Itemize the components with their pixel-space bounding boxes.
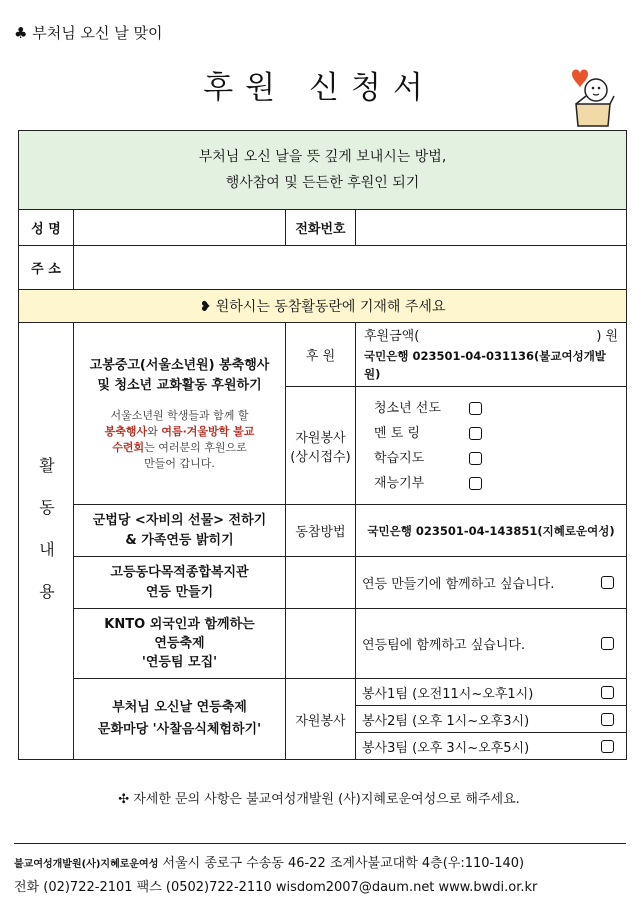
team-1-option[interactable]: [356, 679, 627, 706]
team-3-option[interactable]: [356, 733, 627, 760]
option-study[interactable]: [374, 446, 626, 471]
footer-address: 서울시 종로구 수송동 46-22 조계사불교대학 4층(우:110-140): [162, 856, 525, 871]
activity-1-desc-2b: 와: [147, 424, 162, 438]
activity-4-option[interactable]: [356, 609, 627, 679]
checkbox[interactable]: [601, 740, 614, 753]
activity-4-title-2: 연등축제: [154, 636, 205, 651]
name-label: 성 명: [19, 210, 74, 246]
notice-banner: ❥ 원하시는 동참활동란에 기재해 주세요: [19, 290, 627, 323]
activity-2-title-2: & 가족연등 밝히기: [125, 532, 234, 548]
activity-5-type: 자원봉사: [286, 679, 356, 760]
option-label: 학습지도: [374, 450, 425, 466]
phone-field[interactable]: [356, 210, 627, 246]
activity-1-type-donation: 후 원: [286, 323, 356, 387]
option-label: 멘 토 링: [374, 425, 420, 441]
activity-4: [74, 609, 286, 679]
option-label: 재능기부: [374, 475, 425, 491]
activity-1-type-volunteer: [286, 387, 356, 505]
footer-contact: 전화 (02)722-2101 팩스 (0502)722-2110 wisdom2007@daum.net www.bwdi.or.kr: [14, 880, 538, 895]
activity-1-desc-2a: 봉축행사: [104, 424, 148, 438]
option-label: 봉사1팀 (오전11시~오후1시): [362, 686, 534, 702]
application-form: [18, 130, 626, 760]
phone-label: 전화번호: [286, 210, 356, 246]
option-talent[interactable]: [374, 471, 626, 496]
option-label: 봉사3팀 (오후 3시~오후5시): [362, 740, 530, 756]
option-label: 청소년 선도: [374, 400, 441, 416]
address-field[interactable]: [74, 246, 627, 290]
footer-divider: [14, 843, 626, 844]
intro-line-1: 부처님 오신 날을 뜻 깊게 보내시는 방법,: [198, 149, 447, 165]
team-2-option[interactable]: [356, 706, 627, 733]
activity-5: [74, 679, 286, 760]
activity-1-title-2: 및 청소년 교화활동 후원하기: [97, 377, 262, 393]
checkbox[interactable]: [469, 452, 482, 465]
volunteer-sublabel: (상시접수): [290, 449, 351, 465]
name-field[interactable]: [74, 210, 286, 246]
activity-2-type: 동참방법: [286, 505, 356, 557]
checkbox[interactable]: [469, 427, 482, 440]
address-label: 주 소: [19, 246, 74, 290]
activity-3-title-2: 연등 만들기: [145, 584, 214, 600]
page-title: 후원 신청서: [203, 70, 435, 106]
option-youth[interactable]: [374, 396, 626, 421]
activity-1-desc-2c: 여름·겨울방학 불교: [161, 424, 255, 438]
option-label: 연등팀에 함께하고 싶습니다.: [362, 638, 526, 653]
activity-3-type: [286, 557, 356, 609]
checkbox[interactable]: [601, 686, 614, 699]
checkbox[interactable]: [469, 402, 482, 415]
option-mentoring[interactable]: [374, 421, 626, 446]
option-label: 연등 만들기에 함께하고 싶습니다.: [362, 577, 555, 592]
activity-4-type: [286, 609, 356, 679]
volunteer-label: 자원봉사: [295, 430, 346, 446]
donation-unit: 원: [605, 328, 619, 344]
activity-2-account: 국민은행 023501-04-143851(지혜로운여성): [356, 505, 627, 557]
footer-org: 불교여성개발원(사)지혜로운여성: [14, 859, 159, 870]
activity-1-desc-4: 만들어 갑니다.: [144, 456, 215, 470]
activity-4-title-1: KNTO 외국인과 함께하는: [104, 617, 255, 632]
donation-paren-open: (: [414, 328, 420, 344]
option-label: 봉사2팀 (오후 1시~오후3시): [362, 713, 530, 729]
activity-3-title-1: 고등동다목적종합복지관: [110, 564, 249, 580]
mascot-heart-box-icon: [562, 66, 618, 128]
activity-1: [74, 323, 286, 505]
activity-1-desc-1: 서울소년원 학생들과 함께 할: [110, 408, 249, 422]
footer-note: ✣ 자세한 문의 사항은 불교여성개발원 (사)지혜로운여성으로 해주세요.: [118, 792, 520, 807]
intro-box: [19, 131, 627, 210]
donation-account: 국민은행 023501-04-031136(불교여성개발원): [364, 348, 606, 381]
intro-line-2: 행사참여 및 든든한 후원인 되기: [225, 175, 420, 191]
donation-cell: [356, 323, 627, 387]
activity-1-desc-3b: 는 여러분의 후원으로: [144, 440, 247, 454]
volunteer-options: [356, 387, 627, 505]
activity-3-option[interactable]: [356, 557, 627, 609]
donation-amount-input[interactable]: [419, 327, 596, 347]
activity-4-title-3: '연등팀 모집': [141, 655, 218, 670]
donation-amount-label: 후원금액: [364, 328, 415, 344]
checkbox[interactable]: [601, 713, 614, 726]
activity-5-title-2: 문화마당 '사찰음식체험하기': [97, 722, 262, 737]
activity-label: 활동내용: [19, 323, 74, 760]
activity-2-title-1: 군법당 <자비의 선물> 전하기: [92, 512, 267, 528]
activity-2: [74, 505, 286, 557]
activity-1-title-1: 고봉중고(서울소년원) 봉축행사: [89, 357, 270, 373]
checkbox[interactable]: [601, 637, 614, 650]
donation-paren-close: ): [596, 328, 602, 344]
activity-1-desc-3a: 수련회: [112, 440, 145, 454]
footer-address-line: [14, 852, 524, 871]
checkbox[interactable]: [601, 576, 614, 589]
activity-5-title-1: 부처님 오신날 연등축제: [112, 700, 247, 715]
activity-3: [74, 557, 286, 609]
checkbox[interactable]: [469, 477, 482, 490]
top-label: ♣ 부처님 오신 날 맞이: [14, 24, 163, 42]
